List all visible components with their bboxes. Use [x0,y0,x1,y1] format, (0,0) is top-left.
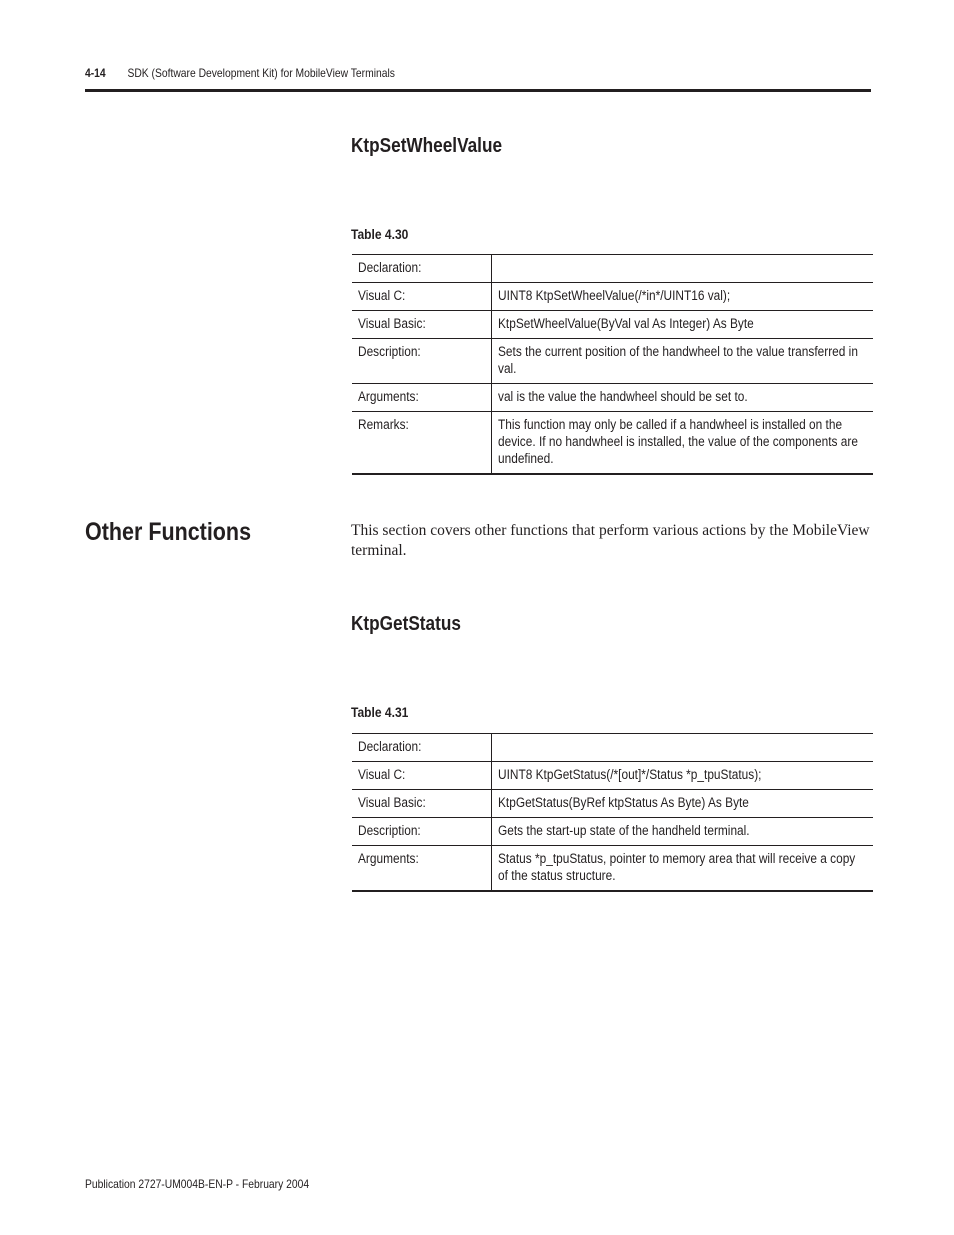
table-cell-label: Declaration: [352,734,492,762]
table-cell-label: Description: [352,339,492,384]
table-cell-label: Visual C: [352,762,492,790]
table-cell-label: Visual Basic: [352,790,492,818]
section-heading-ktpgetstatus: KtpGetStatus [351,613,461,635]
table-row [352,734,873,762]
table-cell-label: Visual C: [352,283,492,311]
table-row [352,790,873,818]
table-cell-label: Description: [352,818,492,846]
table-cell-label: Visual Basic: [352,311,492,339]
page-number: 4-14 [85,66,106,80]
intro-paragraph: This section covers other functions that perform various actions by the MobileView terminal. [351,522,870,559]
table-cell-label: Declaration: [352,255,492,283]
table-row [352,283,873,311]
table-cell-value: UINT8 KtpSetWheelValue(/*in*/UINT16 val); [498,288,731,303]
publication-footer: Publication 2727-UM004B-EN-P - February 2004 [85,1177,310,1191]
table-cell-value: KtpGetStatus(ByRef ktpStatus As Byte) As Byte [498,795,749,810]
header-rule [85,89,871,92]
table-cell-value: Sets the current position of the handwheel to the value transferred in val. [498,344,858,376]
table-row [352,339,873,384]
table-cell-label: Arguments: [352,846,492,892]
table-cell-label: Arguments: [352,384,492,412]
table-caption-4-30: Table 4.30 [351,226,409,242]
table-cell-value [492,255,874,283]
running-title: SDK (Software Development Kit) for MobileView Terminals [127,66,395,80]
table-cell-value: Status *p_tpuStatus, pointer to memory area that will receive a copy of the status structure. [498,851,856,883]
table-cell-value: val is the value the handwheel should be set to. [498,389,748,404]
table-row [352,846,873,892]
table-row [352,311,873,339]
table-row [352,412,873,475]
table-4-30 [352,254,873,475]
section-heading-other-functions: Other Functions [85,518,252,546]
table-cell-value [492,734,874,762]
table-cell-label: Remarks: [352,412,492,475]
table-row [352,818,873,846]
table-row [352,255,873,283]
table-cell-value: Gets the start-up state of the handheld terminal. [498,823,750,838]
table-cell-value: UINT8 KtpGetStatus(/*[out]*/Status *p_tpuStatus); [498,767,762,782]
table-4-31 [352,733,873,892]
running-header [85,66,395,80]
table-cell-value: KtpSetWheelValue(ByVal val As Integer) As Byte [498,316,754,331]
section-heading-ktpsetwheelvalue: KtpSetWheelValue [351,135,503,157]
table-cell-value: This function may only be called if a handwheel is installed on the device. If no handwheel is installed, the value of the components are undefined. [498,417,858,466]
table-caption-4-31: Table 4.31 [351,704,409,720]
table-row [352,762,873,790]
table-row [352,384,873,412]
